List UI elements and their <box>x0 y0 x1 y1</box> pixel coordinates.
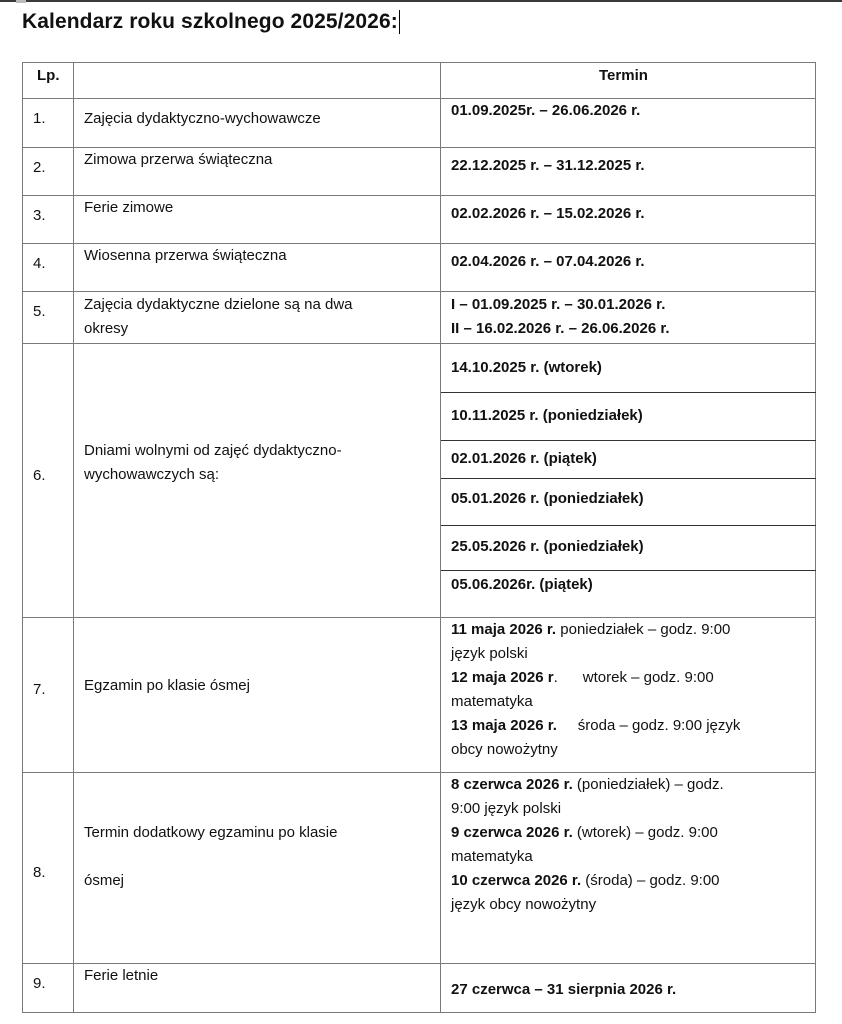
exam-date: 10 czerwca 2026 r. <box>451 872 582 889</box>
termin-cell <box>441 244 816 291</box>
name-cell <box>74 196 441 243</box>
row-number: 7. <box>33 681 46 698</box>
exam-subject: matematyka <box>451 693 533 710</box>
exam-date: 8 czerwca 2026 r. <box>451 776 573 793</box>
ruler-marker <box>16 0 26 3</box>
exam-subject: język obcy nowożytny <box>451 896 597 913</box>
exam-line <box>451 773 724 797</box>
day-off-date: 05.01.2026 r. (poniedziałek) <box>451 490 644 507</box>
exam-date: 13 maja 2026 r. <box>451 717 557 734</box>
lp-cell <box>22 196 74 243</box>
exam-line <box>451 714 740 738</box>
exam-subject: język polski <box>451 645 528 662</box>
termin-cell <box>441 148 816 195</box>
day-off-item <box>441 479 816 526</box>
exam-subject: obcy nowożytny <box>451 741 558 758</box>
name-cell <box>74 148 441 195</box>
table-row <box>22 773 816 964</box>
header-name-cell <box>74 62 441 98</box>
row-name-line1: Dniami wolnymi od zajęć dydaktyczno- <box>84 442 342 459</box>
day-off-date: 14.10.2025 r. (wtorek) <box>451 359 602 376</box>
lp-cell <box>22 964 74 1012</box>
day-off-date: 25.05.2026 r. (poniedziałek) <box>451 538 644 555</box>
lp-cell <box>22 344 74 617</box>
row-termin: 22.12.2025 r. – 31.12.2025 r. <box>451 157 645 174</box>
termin-cell <box>441 196 816 243</box>
header-termin: Termin <box>599 67 648 84</box>
row-number: 2. <box>33 159 46 176</box>
row-number: 4. <box>33 255 46 272</box>
header-lp-cell <box>22 62 74 98</box>
row-termin: 27 czerwca – 31 sierpnia 2026 r. <box>451 981 677 998</box>
row-number: 8. <box>33 864 46 881</box>
day-off-date: 10.11.2025 r. (poniedziałek) <box>451 407 643 424</box>
row-number: 3. <box>33 207 46 224</box>
header-termin-cell <box>441 62 816 98</box>
row-name: Zimowa przerwa świąteczna <box>84 151 273 168</box>
exam-detail: (środa) – godz. 9:00 <box>581 872 720 889</box>
exam-line <box>451 618 730 642</box>
exam-detail: (wtorek) – godz. 9:00 <box>572 824 718 841</box>
title-text: Kalendarz roku szkolnego 2025/2026: <box>22 10 398 33</box>
row-name-line1: Termin dodatkowy egzaminu po klasie <box>84 824 338 841</box>
lp-cell <box>22 618 74 772</box>
lp-cell <box>22 148 74 195</box>
table-row <box>22 344 816 618</box>
row-termin: 01.09.2025r. – 26.06.2026 r. <box>451 102 641 119</box>
row-name-line1: Zajęcia dydaktyczne dzielone są na dwa <box>84 296 353 313</box>
name-cell <box>74 964 441 1012</box>
row-termin: 02.04.2026 r. – 07.04.2026 r. <box>451 253 645 270</box>
day-off-item <box>441 571 816 617</box>
day-off-item <box>441 441 816 479</box>
period-1: I – 01.09.2025 r. – 30.01.2026 r. <box>451 296 666 313</box>
exam-subject: matematyka <box>451 848 533 865</box>
row-name: Ferie zimowe <box>84 199 174 216</box>
row-name: Zajęcia dydaktyczno-wychowawcze <box>84 110 321 127</box>
exam-detail: (poniedziałek) – godz. <box>572 776 724 793</box>
termin-cell <box>441 99 816 147</box>
exam-subject: 9:00 język polski <box>451 800 562 817</box>
day-off-date: 02.01.2026 r. (piątek) <box>451 450 597 467</box>
exam-line <box>451 869 720 893</box>
exam-date: 9 czerwca 2026 r. <box>451 824 573 841</box>
row-name: Wiosenna przerwa świąteczna <box>84 247 287 264</box>
table-header-row <box>22 62 816 99</box>
lp-cell <box>22 99 74 147</box>
row-number: 6. <box>33 467 46 484</box>
exam-line <box>451 666 714 690</box>
termin-cell <box>441 344 816 617</box>
row-termin: 02.02.2026 r. – 15.02.2026 r. <box>451 205 645 222</box>
exam-detail: środa – godz. 9:00 język <box>556 717 741 734</box>
row-number: 1. <box>33 110 46 127</box>
table-row <box>22 196 816 244</box>
exam-date: 11 maja 2026 r. <box>451 621 557 638</box>
row-name-line2: wychowawczych są: <box>84 466 220 483</box>
row-name: Egzamin po klasie ósmej <box>84 677 250 694</box>
lp-cell <box>22 244 74 291</box>
table-row <box>22 244 816 292</box>
name-cell <box>74 292 441 343</box>
name-cell <box>74 618 441 772</box>
termin-cell <box>441 964 816 1012</box>
day-off-item <box>441 526 816 571</box>
table-row <box>22 99 816 148</box>
row-number: 5. <box>33 303 46 320</box>
header-lp: Lp. <box>37 67 60 84</box>
text-cursor <box>399 10 400 34</box>
exam-date: 12 maja 2026 r <box>451 669 554 686</box>
row-name-line2: okresy <box>84 320 129 337</box>
row-number: 9. <box>33 975 46 992</box>
period-2: II – 16.02.2026 r. – 26.06.2026 r. <box>451 320 670 337</box>
name-cell <box>74 99 441 147</box>
termin-cell <box>441 618 816 772</box>
termin-cell <box>441 292 816 343</box>
exam-detail: poniedziałek – godz. 9:00 <box>556 621 731 638</box>
name-cell <box>74 344 441 617</box>
window-top-border <box>0 0 842 2</box>
row-name-line2: ósmej <box>84 872 125 889</box>
row-name: Ferie letnie <box>84 967 159 984</box>
page-title[interactable] <box>22 10 400 34</box>
lp-cell <box>22 773 74 963</box>
day-off-date: 05.06.2026r. (piątek) <box>451 576 593 593</box>
table-row <box>22 148 816 196</box>
name-cell <box>74 244 441 291</box>
table-row <box>22 618 816 773</box>
day-off-item <box>441 344 816 393</box>
exam-line <box>451 821 718 845</box>
termin-cell <box>441 773 816 963</box>
lp-cell <box>22 292 74 343</box>
day-off-item <box>441 393 816 441</box>
name-cell <box>74 773 441 963</box>
table-row <box>22 964 816 1013</box>
exam-detail: . wtorek – godz. 9:00 <box>553 669 714 686</box>
table-row <box>22 292 816 344</box>
